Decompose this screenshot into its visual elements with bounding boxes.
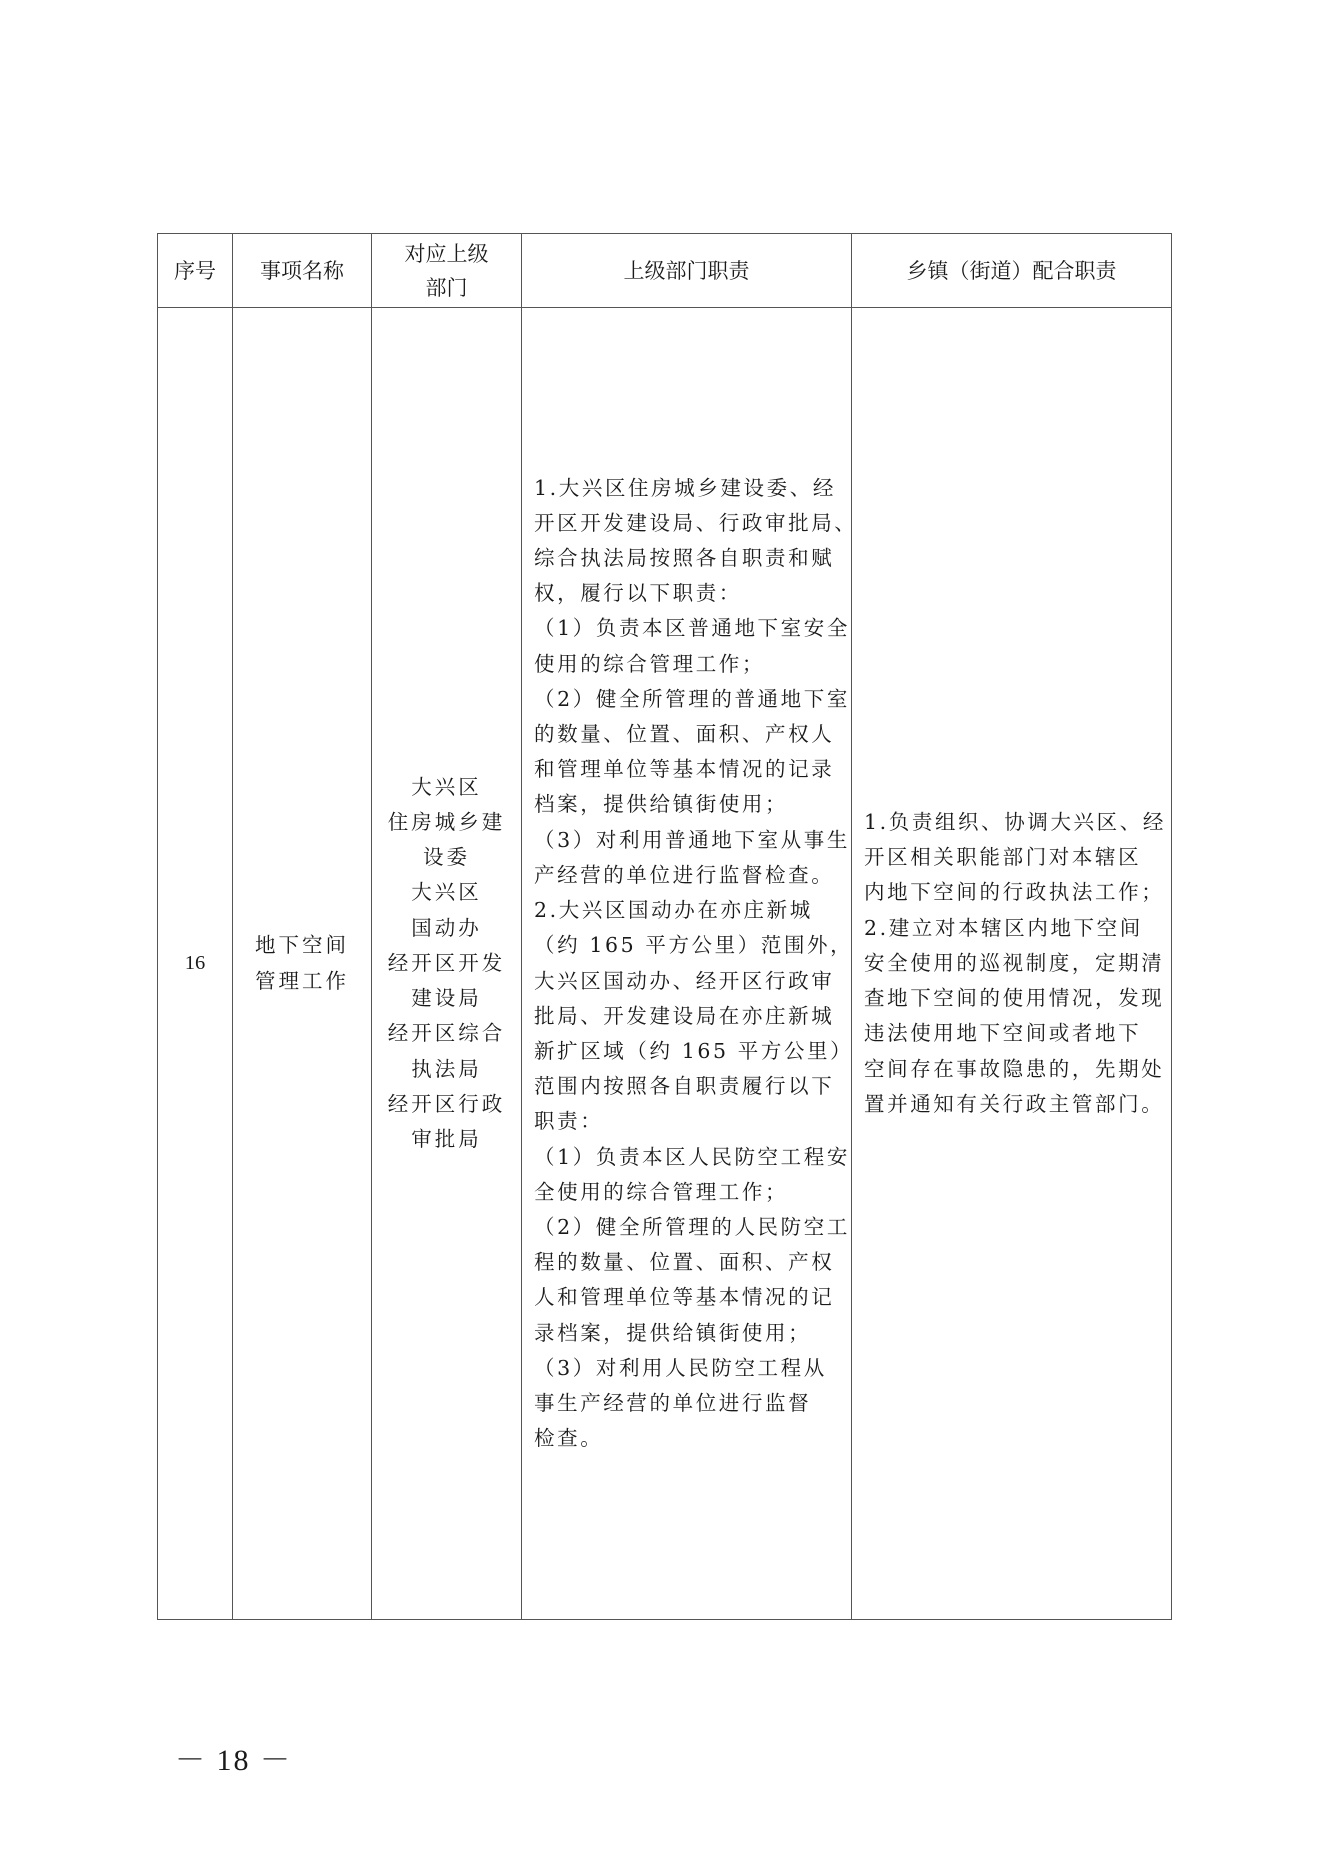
cell-town-duty: 1.负责组织、协调大兴区、经 开区相关职能部门对本辖区 内地下空间的行政执法工作； 2.建立对本辖区内地下空间 安全使用的巡视制度，定期清 查地下空间的使用情况，发现 违法使用地下空间或者地下 空间存在事故隐患的，先期处 置并通知有关行政主管部门。 [852, 308, 1172, 1620]
header-town-duty: 乡镇（街道）配合职责 [852, 234, 1172, 308]
page-number: － 18 － [175, 1744, 292, 1777]
duty-table [157, 233, 1172, 1620]
cell-item-name: 地下空间 管理工作 [233, 308, 372, 1620]
header-seq: 序号 [158, 234, 233, 308]
cell-upper-duty: 1.大兴区住房城乡建设委、经 开区开发建设局、行政审批局、 综合执法局按照各自职责和赋 权，履行以下职责： （1）负责本区普通地下室安全 使用的综合管理工作； （2）健全所管理的普通地下室 的数量、位置、面积、产权人 和管理单位等基本情况的记录 档案，提供给镇街使用； （3）对利用普通地下室从事生 产经营的单位进行监督检查。 2.大兴区国动办在亦庄新城 （约 165 平方公里）范围外， 大兴区国动办、经开区行政审 批局、开发建设局在亦庄新城 新扩区域（约 165 平方公里） 范围内按照各自职责履行以下 职责： （1）负责本区人民防空工程安 全使用的综合管理工作； （2）健全所管理的人民防空工 程的数量、位置、面积、产权 人和管理单位等基本情况的记 录档案，提供给镇街使用； （3）对利用人民防空工程从 事生产经营的单位进行监督 检查。 [522, 308, 852, 1620]
cell-seq: 16 [158, 308, 233, 1620]
header-upper-dept: 对应上级 部门 [372, 234, 522, 308]
table-row [158, 308, 1172, 1620]
table-header-row [158, 234, 1172, 308]
header-upper-duty: 上级部门职责 [522, 234, 852, 308]
cell-upper-dept: 大兴区 住房城乡建 设委 大兴区 国动办 经开区开发 建设局 经开区综合 执法局 经开区行政 审批局 [372, 308, 522, 1620]
header-item-name: 事项名称 [233, 234, 372, 308]
